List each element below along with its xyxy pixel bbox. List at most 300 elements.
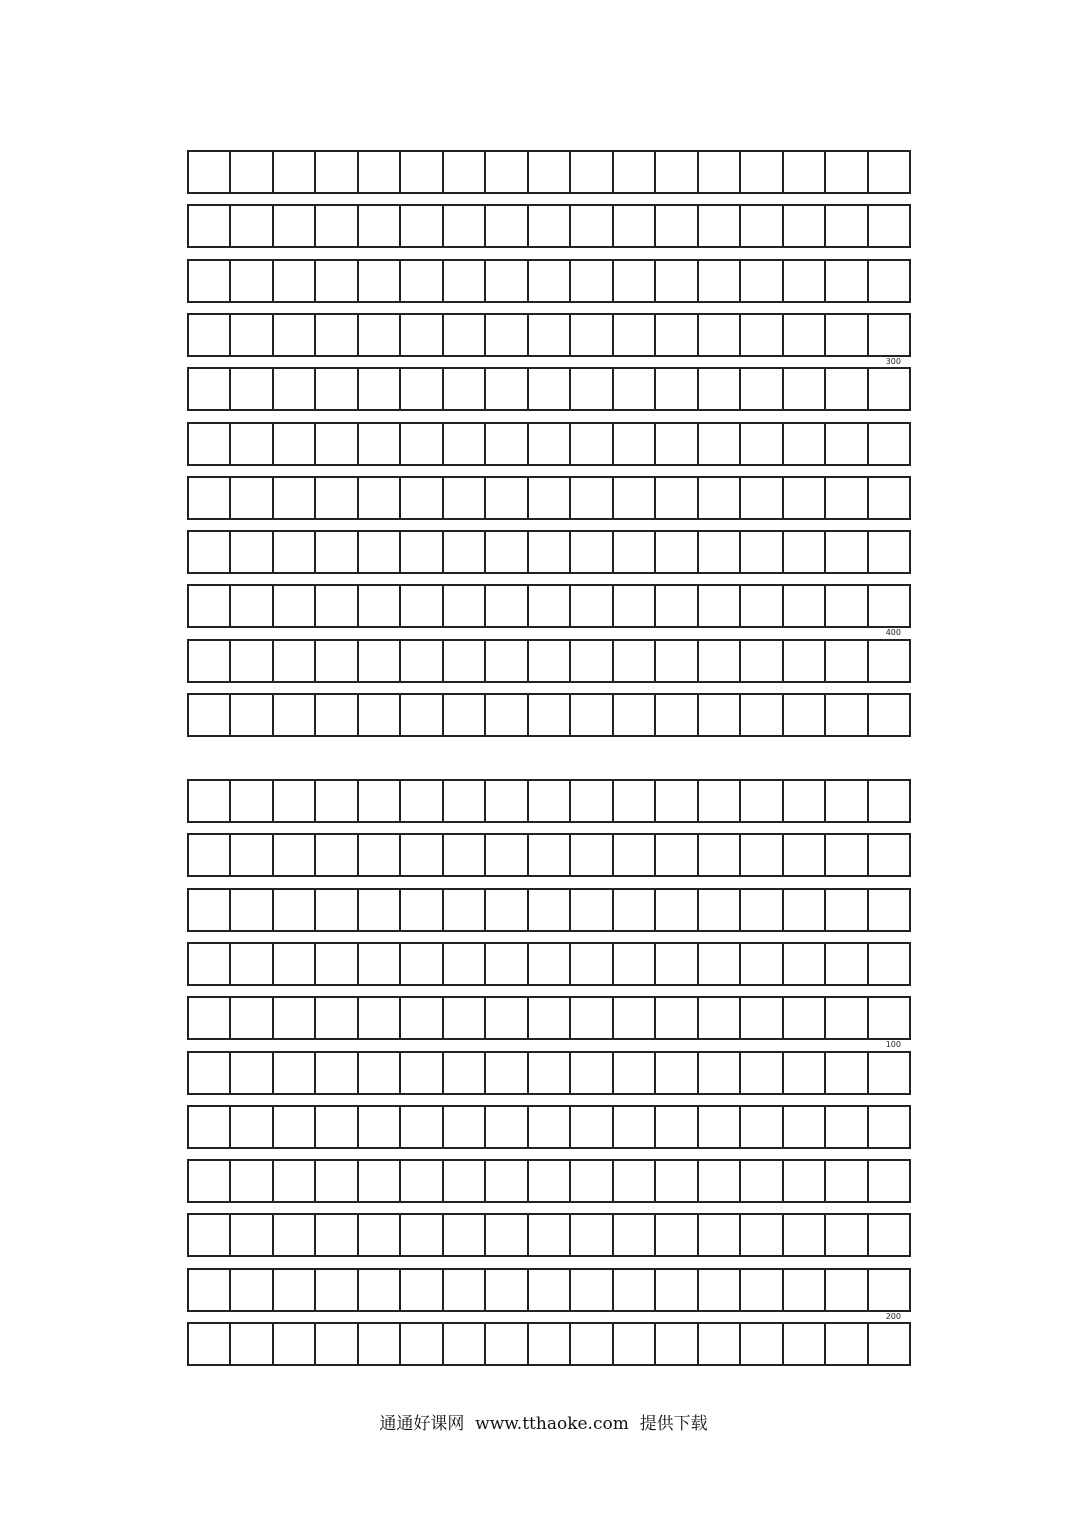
grid-cell xyxy=(274,1107,316,1147)
grid-cell xyxy=(656,369,698,409)
grid-cell xyxy=(486,998,528,1038)
grid-cell xyxy=(826,835,868,875)
grid-cell xyxy=(189,781,231,821)
grid-cell xyxy=(784,261,826,301)
grid-cell xyxy=(571,695,613,735)
grid-cell xyxy=(784,944,826,984)
grid-cell xyxy=(486,1161,528,1201)
grid-cell xyxy=(401,1053,443,1093)
grid-cell xyxy=(699,424,741,464)
grid-cell xyxy=(571,1161,613,1201)
grid-cell xyxy=(614,1053,656,1093)
grid-cell xyxy=(529,206,571,246)
grid-cell xyxy=(741,890,783,930)
grid-cell xyxy=(231,1270,273,1310)
grid-cell xyxy=(486,1270,528,1310)
grid-cell xyxy=(529,890,571,930)
grid-cell xyxy=(359,998,401,1038)
grid-cell xyxy=(486,1053,528,1093)
grid-cell xyxy=(401,998,443,1038)
grid-cell xyxy=(826,261,868,301)
grid-cell xyxy=(529,1324,571,1364)
grid-cell xyxy=(784,478,826,518)
grid-row xyxy=(187,779,911,823)
grid-cell xyxy=(274,206,316,246)
grid-cell xyxy=(189,1215,231,1255)
grid-cell xyxy=(316,1270,358,1310)
grid-cell xyxy=(826,695,868,735)
grid-cell xyxy=(189,478,231,518)
grid-cell xyxy=(486,478,528,518)
grid-cell xyxy=(826,944,868,984)
grid-cell xyxy=(699,1215,741,1255)
grid-cell xyxy=(741,152,783,192)
grid-cell xyxy=(656,315,698,355)
character-count-label: 200 xyxy=(885,1312,901,1321)
grid-cell xyxy=(231,781,273,821)
grid-cell xyxy=(741,944,783,984)
grid-cell xyxy=(274,369,316,409)
grid-cell xyxy=(401,206,443,246)
grid-cell xyxy=(316,478,358,518)
grid-cell xyxy=(869,641,909,681)
grid-cell xyxy=(614,1324,656,1364)
grid-row xyxy=(187,422,911,466)
grid-cell xyxy=(316,261,358,301)
grid-cell xyxy=(826,1161,868,1201)
grid-cell xyxy=(359,1215,401,1255)
grid-cell xyxy=(741,695,783,735)
grid-cell xyxy=(316,586,358,626)
grid-cell xyxy=(274,641,316,681)
grid-cell xyxy=(826,1053,868,1093)
grid-cell xyxy=(274,1324,316,1364)
grid-cell xyxy=(486,586,528,626)
grid-cell xyxy=(699,1324,741,1364)
grid-row xyxy=(187,530,911,574)
grid-cell xyxy=(571,532,613,572)
grid-cell xyxy=(571,1215,613,1255)
grid-cell xyxy=(231,315,273,355)
grid-cell xyxy=(656,532,698,572)
grid-cell xyxy=(231,890,273,930)
grid-cell xyxy=(529,424,571,464)
grid-cell xyxy=(359,369,401,409)
grid-cell xyxy=(444,586,486,626)
grid-cell xyxy=(614,478,656,518)
grid-cell xyxy=(656,261,698,301)
grid-cell xyxy=(869,781,909,821)
grid-cell xyxy=(189,695,231,735)
grid-cell xyxy=(401,586,443,626)
grid-cell xyxy=(444,695,486,735)
grid-cell xyxy=(444,1053,486,1093)
grid-cell xyxy=(189,1053,231,1093)
grid-cell xyxy=(486,261,528,301)
grid-cell xyxy=(614,261,656,301)
grid-cell xyxy=(741,586,783,626)
grid-cell xyxy=(401,1324,443,1364)
grid-cell xyxy=(401,532,443,572)
grid-cell xyxy=(401,641,443,681)
grid-cell xyxy=(656,890,698,930)
grid-cell xyxy=(529,781,571,821)
grid-cell xyxy=(741,261,783,301)
grid-cell xyxy=(784,206,826,246)
grid-cell xyxy=(359,1270,401,1310)
grid-row xyxy=(187,1268,911,1312)
grid-cell xyxy=(699,261,741,301)
character-count-label: 400 xyxy=(885,628,901,637)
grid-cell xyxy=(656,1215,698,1255)
grid-cell xyxy=(699,586,741,626)
grid-cell xyxy=(231,1324,273,1364)
grid-cell xyxy=(699,944,741,984)
grid-cell xyxy=(571,944,613,984)
grid-cell xyxy=(444,1215,486,1255)
grid-cell xyxy=(614,890,656,930)
grid-cell xyxy=(231,1215,273,1255)
grid-cell xyxy=(359,478,401,518)
grid-cell xyxy=(231,1161,273,1201)
grid-cell xyxy=(274,478,316,518)
grid-cell xyxy=(529,1053,571,1093)
grid-cell xyxy=(316,1107,358,1147)
grid-cell xyxy=(189,998,231,1038)
grid-cell xyxy=(656,206,698,246)
grid-cell xyxy=(401,1107,443,1147)
grid-row xyxy=(187,150,911,194)
grid-cell xyxy=(614,315,656,355)
grid-cell xyxy=(231,586,273,626)
grid-cell xyxy=(189,1324,231,1364)
grid-cell xyxy=(741,315,783,355)
grid-cell xyxy=(869,1324,909,1364)
character-count-label: 100 xyxy=(885,1040,901,1049)
grid-cell xyxy=(869,152,909,192)
grid-cell xyxy=(486,1107,528,1147)
grid-cell xyxy=(401,1270,443,1310)
grid-cell xyxy=(529,1215,571,1255)
grid-cell xyxy=(784,532,826,572)
grid-cell xyxy=(784,781,826,821)
grid-cell xyxy=(571,890,613,930)
grid-cell xyxy=(316,206,358,246)
grid-cell xyxy=(826,478,868,518)
grid-cell xyxy=(486,206,528,246)
grid-cell xyxy=(699,1161,741,1201)
grid-cell xyxy=(869,890,909,930)
grid-cell xyxy=(571,369,613,409)
grid-cell xyxy=(614,1215,656,1255)
grid-cell xyxy=(486,835,528,875)
grid-cell xyxy=(869,261,909,301)
grid-cell xyxy=(741,424,783,464)
grid-cell xyxy=(826,1270,868,1310)
grid-cell xyxy=(741,532,783,572)
grid-cell xyxy=(571,835,613,875)
grid-cell xyxy=(614,152,656,192)
grid-cell xyxy=(444,206,486,246)
grid-cell xyxy=(486,1324,528,1364)
grid-cell xyxy=(231,944,273,984)
grid-cell xyxy=(656,586,698,626)
grid-cell xyxy=(784,641,826,681)
grid-cell xyxy=(699,478,741,518)
grid-cell xyxy=(274,424,316,464)
grid-cell xyxy=(401,1161,443,1201)
grid-cell xyxy=(401,261,443,301)
grid-cell xyxy=(274,315,316,355)
grid-row xyxy=(187,584,911,628)
grid-cell xyxy=(741,1053,783,1093)
grid-cell xyxy=(741,206,783,246)
grid-cell xyxy=(656,152,698,192)
grid-cell xyxy=(486,152,528,192)
grid-cell xyxy=(826,1107,868,1147)
grid-cell xyxy=(826,532,868,572)
grid-cell xyxy=(699,206,741,246)
grid-cell xyxy=(444,1270,486,1310)
grid-cell xyxy=(869,586,909,626)
grid-cell xyxy=(571,586,613,626)
grid-cell xyxy=(784,998,826,1038)
grid-cell xyxy=(316,944,358,984)
grid-cell xyxy=(486,781,528,821)
grid-cell xyxy=(571,998,613,1038)
grid-cell xyxy=(614,835,656,875)
grid-cell xyxy=(571,1107,613,1147)
grid-cell xyxy=(444,944,486,984)
grid-cell xyxy=(274,1215,316,1255)
grid-cell xyxy=(189,586,231,626)
grid-cell xyxy=(316,695,358,735)
grid-row xyxy=(187,1322,911,1366)
grid-cell xyxy=(741,369,783,409)
grid-cell xyxy=(401,944,443,984)
grid-cell xyxy=(316,835,358,875)
grid-row xyxy=(187,1105,911,1149)
grid-cell xyxy=(529,1161,571,1201)
grid-cell xyxy=(529,998,571,1038)
grid-cell xyxy=(444,152,486,192)
grid-cell xyxy=(189,369,231,409)
grid-cell xyxy=(869,1215,909,1255)
grid-cell xyxy=(826,586,868,626)
grid-cell xyxy=(656,1161,698,1201)
grid-cell xyxy=(316,781,358,821)
grid-cell xyxy=(359,641,401,681)
grid-block-bottom xyxy=(187,779,911,1366)
grid-cell xyxy=(274,1161,316,1201)
grid-cell xyxy=(699,1270,741,1310)
grid-row xyxy=(187,367,911,411)
grid-cell xyxy=(274,781,316,821)
grid-cell xyxy=(316,152,358,192)
grid-cell xyxy=(444,478,486,518)
grid-cell xyxy=(316,424,358,464)
grid-cell xyxy=(274,695,316,735)
grid-cell xyxy=(316,532,358,572)
grid-cell xyxy=(189,1161,231,1201)
grid-cell xyxy=(529,944,571,984)
grid-cell xyxy=(869,695,909,735)
grid-cell xyxy=(359,695,401,735)
grid-cell xyxy=(614,1161,656,1201)
grid-cell xyxy=(741,1270,783,1310)
grid-cell xyxy=(784,586,826,626)
grid-cell xyxy=(529,315,571,355)
grid-cell xyxy=(699,152,741,192)
grid-cell xyxy=(869,424,909,464)
grid-cell xyxy=(614,586,656,626)
grid-cell xyxy=(274,998,316,1038)
grid-cell xyxy=(401,781,443,821)
grid-cell xyxy=(189,315,231,355)
grid-cell xyxy=(826,890,868,930)
grid-cell xyxy=(486,424,528,464)
grid-cell xyxy=(401,1215,443,1255)
grid-cell xyxy=(784,1107,826,1147)
grid-cell xyxy=(359,890,401,930)
grid-cell xyxy=(401,152,443,192)
grid-cell xyxy=(784,1053,826,1093)
grid-cell xyxy=(699,1053,741,1093)
grid-cell xyxy=(486,944,528,984)
grid-cell xyxy=(359,944,401,984)
grid-cell xyxy=(656,835,698,875)
grid-cell xyxy=(614,424,656,464)
grid-block-top xyxy=(187,150,911,737)
grid-row xyxy=(187,693,911,737)
grid-cell xyxy=(359,1053,401,1093)
grid-cell xyxy=(614,532,656,572)
grid-cell xyxy=(444,781,486,821)
grid-cell xyxy=(444,261,486,301)
grid-cell xyxy=(614,369,656,409)
grid-cell xyxy=(444,1161,486,1201)
grid-cell xyxy=(274,586,316,626)
grid-cell xyxy=(486,641,528,681)
grid-cell xyxy=(784,890,826,930)
grid-cell xyxy=(189,1270,231,1310)
grid-cell xyxy=(869,1053,909,1093)
grid-cell xyxy=(444,1107,486,1147)
grid-cell xyxy=(231,532,273,572)
character-count-label: 300 xyxy=(885,357,901,366)
grid-cell xyxy=(316,315,358,355)
grid-cell xyxy=(359,1107,401,1147)
grid-cell xyxy=(869,1107,909,1147)
grid-cell xyxy=(274,152,316,192)
grid-cell xyxy=(869,1161,909,1201)
grid-cell xyxy=(826,369,868,409)
grid-cell xyxy=(741,1107,783,1147)
grid-cell xyxy=(784,152,826,192)
grid-cell xyxy=(359,1324,401,1364)
grid-cell xyxy=(529,586,571,626)
grid-cell xyxy=(444,315,486,355)
grid-cell xyxy=(614,781,656,821)
grid-cell xyxy=(869,1270,909,1310)
grid-cell xyxy=(529,695,571,735)
grid-cell xyxy=(231,695,273,735)
grid-cell xyxy=(614,206,656,246)
grid-cell xyxy=(656,781,698,821)
grid-cell xyxy=(826,1324,868,1364)
grid-cell xyxy=(189,835,231,875)
grid-cell xyxy=(316,641,358,681)
grid-cell xyxy=(189,152,231,192)
grid-row xyxy=(187,833,911,877)
grid-cell xyxy=(316,998,358,1038)
grid-cell xyxy=(614,944,656,984)
grid-cell xyxy=(231,261,273,301)
grid-cell xyxy=(741,1161,783,1201)
grid-cell xyxy=(359,261,401,301)
grid-cell xyxy=(231,641,273,681)
grid-cell xyxy=(529,641,571,681)
grid-row xyxy=(187,1159,911,1203)
grid-cell xyxy=(826,424,868,464)
grid-cell xyxy=(316,890,358,930)
grid-row xyxy=(187,639,911,683)
grid-cell xyxy=(359,835,401,875)
grid-cell xyxy=(784,1215,826,1255)
grid-cell xyxy=(571,152,613,192)
footer-text: 通通好课网 www.tthaoke.com 提供下载 xyxy=(379,1414,708,1434)
grid-row xyxy=(187,1213,911,1257)
grid-cell xyxy=(571,1270,613,1310)
grid-cell xyxy=(401,835,443,875)
grid-cell xyxy=(231,152,273,192)
grid-cell xyxy=(699,369,741,409)
grid-cell xyxy=(401,315,443,355)
grid-cell xyxy=(274,944,316,984)
grid-cell xyxy=(444,532,486,572)
grid-cell xyxy=(571,1053,613,1093)
grid-cell xyxy=(784,1324,826,1364)
grid-cell xyxy=(359,424,401,464)
grid-cell xyxy=(486,315,528,355)
grid-cell xyxy=(869,369,909,409)
grid-cell xyxy=(359,152,401,192)
grid-cell xyxy=(316,1324,358,1364)
grid-cell xyxy=(444,641,486,681)
grid-cell xyxy=(231,369,273,409)
grid-cell xyxy=(486,1215,528,1255)
grid-cell xyxy=(359,532,401,572)
grid-cell xyxy=(529,1270,571,1310)
grid-cell xyxy=(231,998,273,1038)
grid-cell xyxy=(231,1107,273,1147)
grid-cell xyxy=(274,835,316,875)
grid-cell xyxy=(571,781,613,821)
grid-cell xyxy=(486,532,528,572)
grid-cell xyxy=(189,424,231,464)
grid-cell xyxy=(529,1107,571,1147)
grid-cell xyxy=(401,695,443,735)
grid-cell xyxy=(231,424,273,464)
grid-cell xyxy=(571,641,613,681)
grid-cell xyxy=(656,944,698,984)
grid-row xyxy=(187,476,911,520)
grid-cell xyxy=(741,478,783,518)
grid-cell xyxy=(869,206,909,246)
grid-cell xyxy=(529,835,571,875)
grid-cell xyxy=(274,261,316,301)
grid-cell xyxy=(359,206,401,246)
